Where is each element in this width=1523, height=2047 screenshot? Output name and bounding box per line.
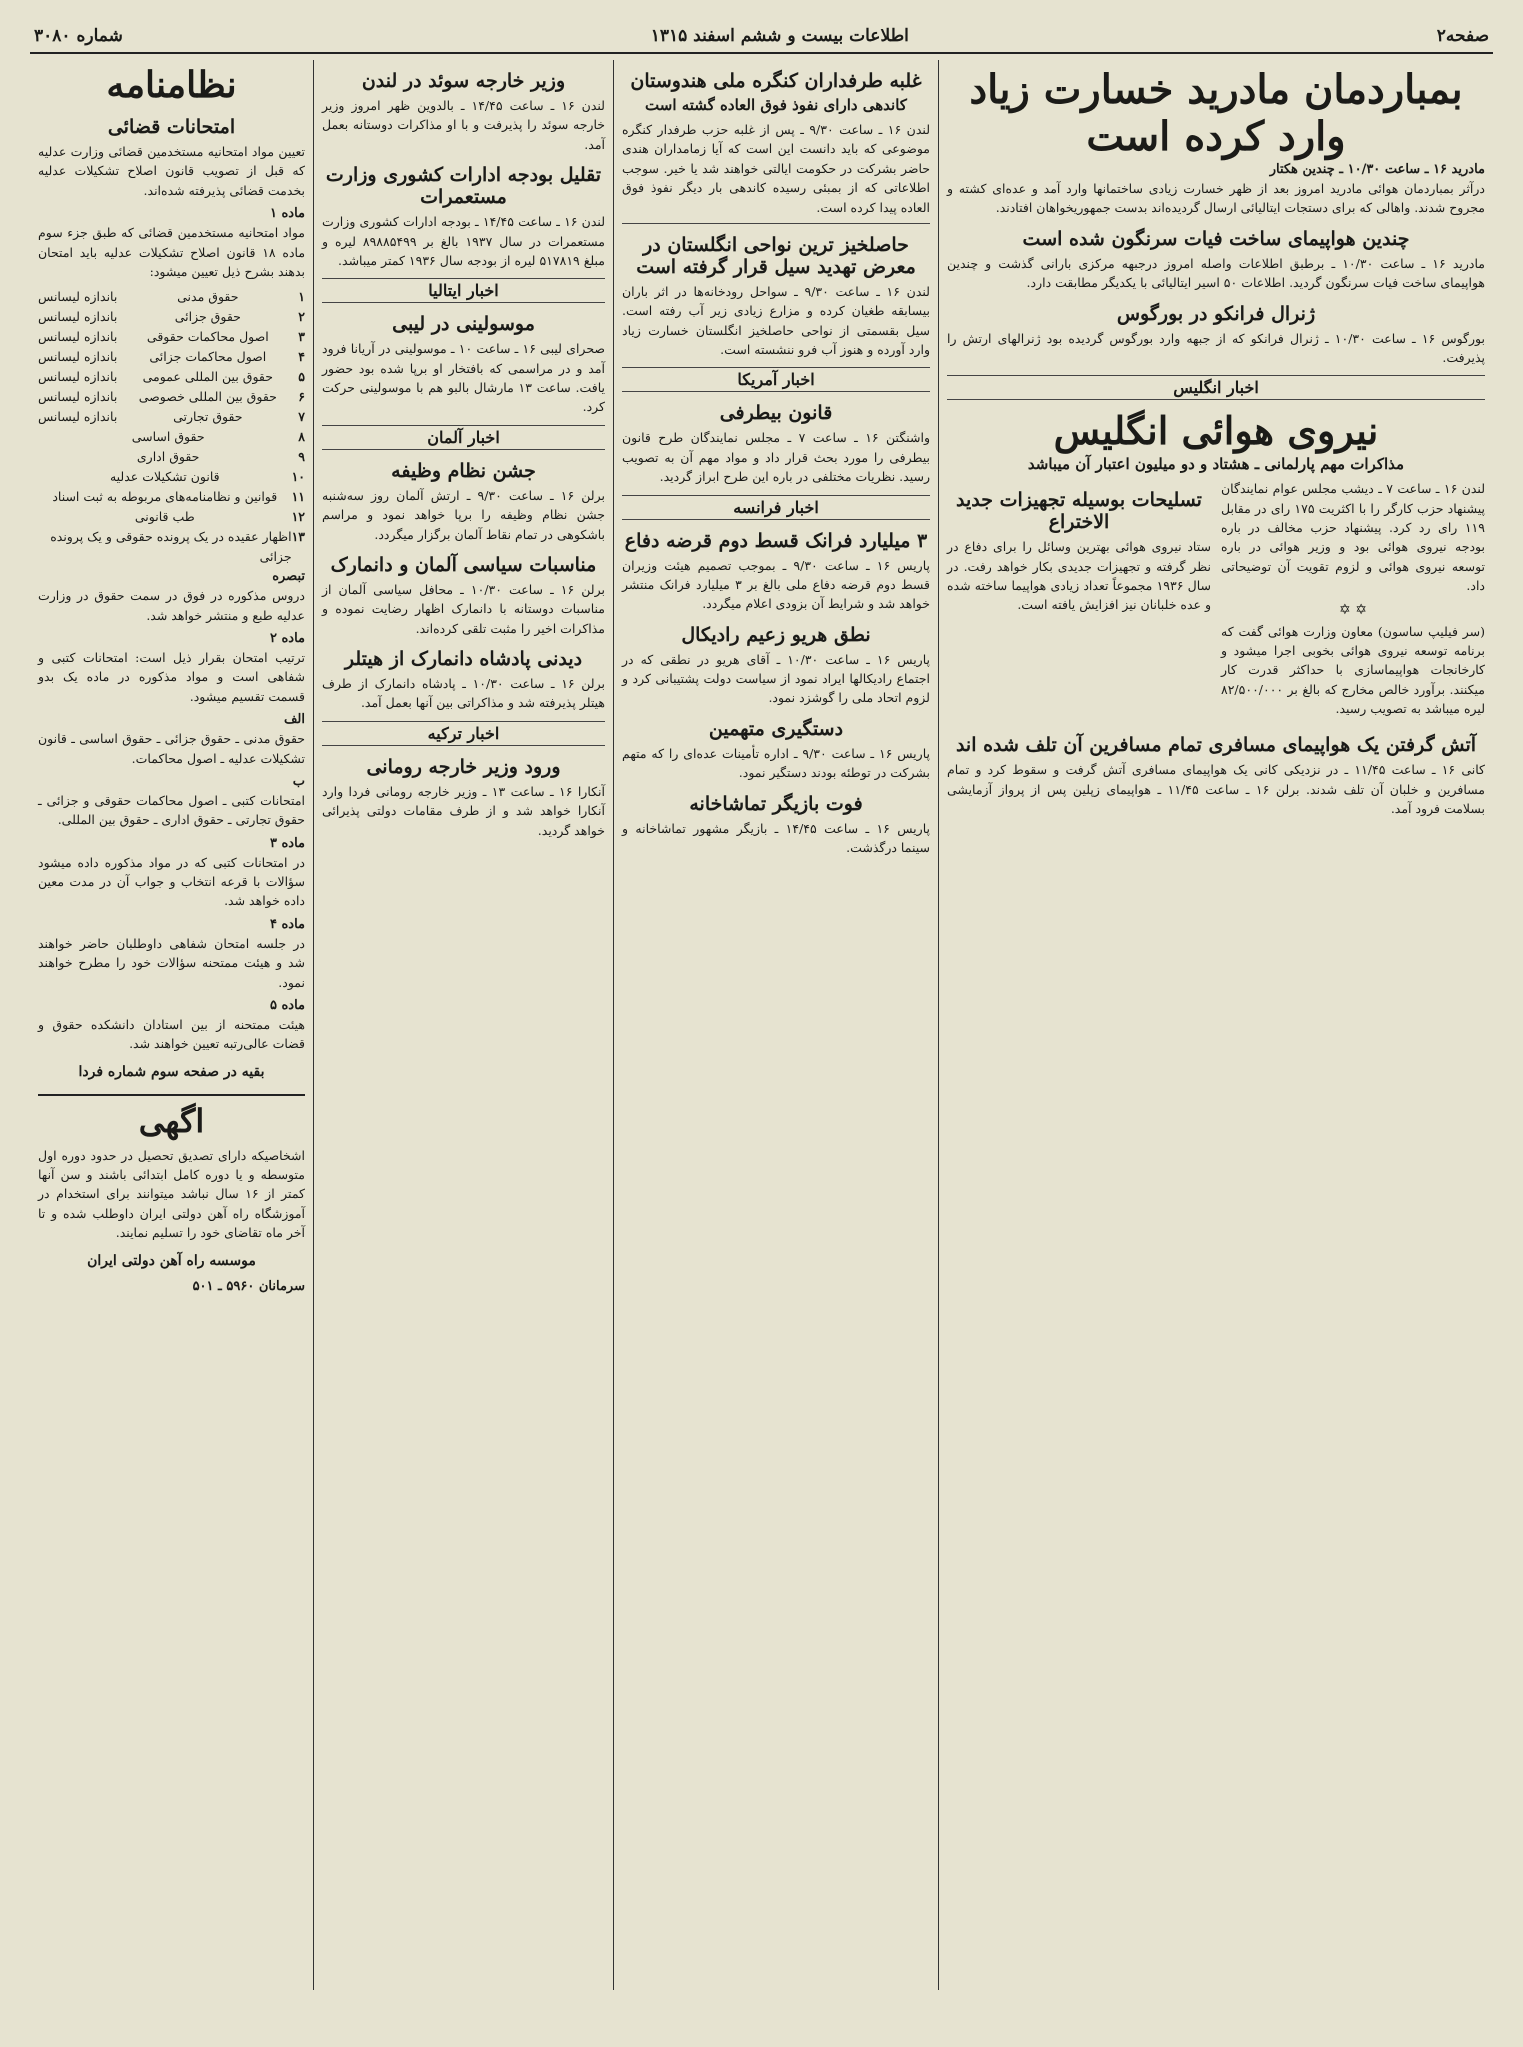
article-text: درآثر بمباردمان هوائی مادرید امروز بعد از ظهر خسارت زیادی ساختمانها وارد آمد و عده‌ای کشته و مجروح شدند. واهالی که برای دستجات ایتالیائی ارسال گردیده‌اند بدست جمهوریخواهان افتادند. — [947, 181, 1485, 216]
newspaper-page — [30, 22, 1493, 2022]
article-text: در امتحانات کتبی که در مواد مذکوره داده میشود سؤالات با قرعه انتخاب و جواب آن در مدت معین داده خواهد شد. — [38, 854, 305, 909]
note-text: دروس مذکوره در فوق در سمت حقوق در وزارت عدلیه طبع و منتشر خواهد شد. — [38, 588, 305, 623]
article-text: پاریس ۱۶ ـ ساعت ۹/۳۰ ـ بموجب تصمیم هیئت وزیران قسط دوم قرضه دفاع ملی بالغ بر ۳ میلیارد فرانک منتشر خواهد شد و شرایط آن بزودی اعلام میگردد. — [622, 557, 930, 612]
list-item: ۱۳ اظهار عقیده در یک پرونده حقوقی و یک پرونده جزائی — [50, 529, 305, 565]
subheadline: کاندهی دارای نفوذ فوق العاده گشته است — [645, 96, 907, 114]
headline: جشن نظام وظیفه — [391, 459, 536, 482]
article-text: در جلسه امتحان شفاهی داوطلبان حاضر خواهند شد و هیئت ممتحنه سؤالات خود را مطرح خواهند نمود. — [38, 935, 305, 990]
dateline: مادرید ۱۶ ـ ساعت ۱۰/۳۰ ـ چندین هکتار — [1269, 162, 1485, 177]
article-text: لندن ۱۶ ـ ساعت ۱۴/۴۵ ـ بودجه ادارات کشوری وزارت مستعمرات در سال ۱۹۳۷ بالغ بر ۸۹۸۸۵۴۹۹ لیره و مبلغ ۵۱۷۸۱۹ لیره از بودجه سال ۱۹۳۶ کمتر میباشد. — [322, 214, 606, 268]
headline: تقلیل بودجه ادارات کشوری وزارت مستعمرات — [325, 164, 602, 209]
article-title: ماده ۱ — [269, 206, 305, 222]
headline: آتش گرفتن یک هواپیمای مسافری تمام مسافرین آن تلف شده اند — [955, 734, 1477, 757]
article-text: (سر فیلیپ ساسون) معاون وزارت هوائی گفت که برنامه توسعه نیروی هوائی بخوبی اجرا میشود و کارخانجات هواپیماسازی با حداکثر قدرت کار میکنند. برآورد خالص مخارج که بالغ بر ۸۲/۵۰۰/۰۰۰ لیره میباشد به تصویب رسید. — [1221, 623, 1485, 716]
article-text: تعیین مواد امتحانیه مستخدمین قضائی وزارت عدلیه که قبل از تصویب قانون اصلاح تشکیلات عدلیه بخدمت قضائی پذیرفته شده‌اند. — [38, 144, 305, 198]
column-regulations-ad — [30, 60, 313, 1990]
part-title: ب — [292, 773, 305, 789]
headline: حاصلخیز ترین نواحی انگلستان در معرض تهدید سیل قرار گرفته است — [636, 233, 916, 278]
article-text: برلن ۱۶ ـ ساعت ۱۰/۳۰ ـ محافل سیاسی آلمان از مناسبات دوستانه با دانمارک اظهار رضایت نموده و مذاکرات اخیر را مثبت تلقی کرده‌اند. — [322, 581, 605, 636]
star-separator: ✡ ✡ — [1339, 601, 1367, 618]
column-india-england-america-france — [613, 60, 938, 1990]
article-text: لندن ۱۶ ـ ساعت ۹/۳۰ ـ سواحل رودخانه‌ها در اثر باران بیسابقه طغیان کرده و مزارع زیادی زیر آب رفته است. سیل بقسمتی از نواحی حاصلخیز انگلستان خسارت زیاد وارد آورده و هنوز آب فرو ننشسته است. — [622, 283, 930, 357]
column-spain-england — [938, 60, 1493, 1990]
headline: ژنرال فرانکو در بورگوس — [1116, 302, 1316, 325]
list-item: ۷ حقوق تجارتی باندازه لیسانس — [38, 409, 305, 425]
list-item: ۵ حقوق بین المللی عمومی باندازه لیسانس — [38, 369, 305, 385]
article-title: ماده ۳ — [269, 835, 305, 851]
ad-title: اگهی — [38, 1094, 305, 1140]
article-text: کانی ۱۶ ـ ساعت ۱۱/۴۵ ـ در نزدیکی کانی یک هواپیمای مسافری آتش گرفت و سقوط کرد و تمام مسافرین و خلبان آن تلف شدند. برلن ۱۶ ـ ساعت ۱۱/۴۵ ـ هواپیمای زپلین پس از پرواز آزمایشی بسلامت فرود آمد. — [947, 762, 1485, 817]
list-item: ۱ حقوق مدنی باندازه لیسانس — [38, 289, 305, 305]
article-text: مواد امتحانیه مستخدمین قضائی که طبق جزء سوم ماده ۱۸ قانون اصلاح تشکیلات عدلیه باید امتحان بدهند بشرح ذیل تعیین میشود: — [38, 225, 306, 279]
headline: امتحانات قضائی — [107, 116, 236, 138]
continued-note: بقیه در صفحه سوم شماره فردا — [78, 1063, 265, 1080]
part-title: الف — [283, 712, 305, 728]
headline: دستگیری متهمین — [708, 717, 844, 740]
article-text: مادرید ۱۶ ـ ساعت ۱۰/۳۰ ـ برطبق اطلاعات واصله امروز درجبهه مرکزی بارانی گذشت و چندین هواپیمای ساخت فیات سرنگون گردید. اطلاعات ۵۰ اسیر ایتالیائی با یکدیگر مطابقت دارد. — [947, 255, 1485, 291]
columns — [30, 60, 1493, 1990]
article-body — [947, 479, 1485, 724]
section-title: اخبار ترکیه — [322, 721, 605, 746]
article-title: ماده ۵ — [269, 997, 305, 1013]
list-item: ۶ حقوق بین المللی خصوصی باندازه لیسانس — [38, 389, 305, 405]
list-item: ۱۱ قوانین و نظامنامه‌های مربوطه به ثبت اسناد — [52, 489, 305, 505]
article-title: ماده ۴ — [269, 916, 305, 932]
article-title: ماده ۲ — [269, 631, 305, 646]
issue-number: شماره ۳۰۸۰ — [34, 26, 123, 46]
subheadline: مذاکرات مهم پارلمانی ـ هشتاد و دو میلیون اعتبار آن میباشد — [1027, 455, 1405, 474]
headline: مناسبات سیاسی آلمان و دانمارک — [330, 553, 597, 576]
article-text: لندن ۱۶ ـ ساعت ۹/۳۰ ـ پس از غلبه حزب طرفدار کنگره موضوعی که باید دانست این است که آیا زمامداران هندی حاضر بشرکت در حکومت ایالتی خواهند شد یا خیر. سوجب اطلاعاتی که از بمبئی رسیده کاندهی بار دیگر نفوذ فوق العاده پیدا کرده است. — [622, 122, 931, 215]
article-text: بورگوس ۱۶ ـ ساعت ۱۰/۳۰ ـ ژنرال فرانکو که از جبهه وارد بورگوس گردیده بود ژنرالهای ارتش را پذیرفت. — [947, 330, 1485, 365]
divider — [622, 223, 930, 224]
main-headline: بمباردمان مادرید خسارت زیاد وارد کرده است — [969, 66, 1463, 160]
article-text: ترتیب امتحان بقرار ذیل است: امتحانات کتبی و شفاهی است و مواد مذکوره در ماده یک بدو قسمت تقسیم میشود. — [38, 650, 305, 704]
article-text: صحرای لیبی ۱۶ ـ ساعت ۱۰ ـ موسولینی در آریانا فرود آمد و در مراسمی که بافتخار او برپا شده بود حضور یافت. ساعت ۱۳ مارشال بالبو هم با موسولینی حرکت کرد. — [322, 341, 606, 415]
headline: دیدنی پادشاه دانمارک از هیتلر — [344, 648, 583, 670]
article-text: ستاد نیروی هوائی بهترین وسائل را برای دفاع در نظر گرفته و تجهیزات جدیدی بکار خواهد رفت. در سال ۱۹۳۶ مجموعاً تعداد زیادی هواپیما ساخته شده و عده خلبانان نیز افزایش یافته است. — [947, 539, 1212, 613]
headline: نیروی هوائی انگلیس — [1053, 408, 1379, 454]
regulation-title: نظامنامه — [106, 64, 237, 106]
article-text: واشنگتن ۱۶ ـ ساعت ۷ ـ مجلس نمایندگان طرح قانون بیطرفی را مورد بحث قرار داد و مواد مهم آن به تصویب رسید. نظریات مختلفی در باره این طرح ابراز گردید. — [622, 430, 930, 485]
masthead — [30, 22, 1493, 54]
page-label: صفحه۲ — [1436, 26, 1489, 46]
list-item: ۱۲ طب قانونی — [134, 509, 305, 525]
headline: موسولینی در لیبی — [392, 313, 535, 336]
section-title: اخبار ایتالیا — [322, 278, 605, 303]
headline: فوت بازیگر تماشاخانه — [689, 792, 863, 815]
article-text: برلن ۱۶ ـ ساعت ۱۰/۳۰ ـ پادشاه دانمارک از طرف هیتلر پذیرفته شد و مذاکراتی بین آنها بعمل آمد. — [322, 676, 605, 711]
headline: ۳ میلیارد فرانک قسط دوم قرضه دفاع — [624, 529, 928, 552]
article-text: لندن ۱۶ ـ ساعت ۷ ـ دیشب مجلس عوام نمایندگان پیشنهاد حزب کارگر را با اکثریت ۱۷۵ رای در مقابل ۱۱۹ رای رد کرد. پیشنهاد حزب مخالف در باره بودجه نیروی هوائی بود و وزیر هوائی در باره توسعه نیروی هوائی و لزوم تقویت آن توضیحاتی داد. — [1221, 481, 1486, 594]
ad-text: اشخاصیکه دارای تصدیق تحصیل در حدود دوره اول متوسطه و یا دوره کامل ابتدائی باشند و سن آنها کمتر از ۱۶ سال نباشد میتوانند برای استخدام در آموزشگاه راه آهن دولتی ایران داوطلب شده و تا آخر ماه تقاضای خود را تسلیم نمایند. — [38, 1147, 306, 1241]
article-text: پاریس ۱۶ ـ ساعت ۹/۳۰ ـ اداره تأمینات عده‌ای را که متهم بشرکت در توطئه بودند دستگیر نمود. — [622, 745, 930, 781]
section-title: اخبار انگلیس — [947, 375, 1485, 400]
list-item: ۱۰ قانون تشکیلات عدلیه — [109, 469, 305, 485]
part-text: امتحانات کتبی ـ اصول محاکمات حقوقی و جزائی ـ حقوق تجارتی ـ حقوق اداری ـ حقوق بین المللی. — [38, 792, 305, 828]
headline: ورود وزیر خارجه رومانی — [366, 755, 561, 778]
article-text: پاریس ۱۶ ـ ساعت ۱۰/۳۰ ـ آقای هریو در نطقی که در اجتماع رادیکالها ایراد نمود از سیاست دولت پشتیبانی کرد و لزوم اتحاد ملی را گوشزد نمود. — [622, 651, 930, 706]
list-item: ۹ حقوق اداری — [136, 449, 305, 465]
headline: غلبه طرفداران کنگره ملی هندوستان — [630, 70, 922, 92]
headline: چندین هواپیمای ساخت فیات سرنگون شده است — [1022, 227, 1410, 250]
section-title: اخبار آمریکا — [622, 367, 930, 392]
list-item: ۲ حقوق جزائی باندازه لیسانس — [38, 309, 305, 325]
ad-signature: موسسه راه آهن دولتی ایران — [87, 1252, 256, 1269]
part-text: حقوق مدنی ـ حقوق جزائی ـ حقوق اساسی ـ قانون تشکیلات عدلیه ـ اصول محاکمات. — [38, 731, 305, 766]
article-text: آنکارا ۱۶ ـ ساعت ۱۳ ـ وزیر خارجه رومانی فردا وارد آنکارا خواهد شد و از طرف مقامات دولتی پذیرائی خواهد گردید. — [322, 783, 605, 838]
ad-ref: سرمانان ۵۹۶۰ ـ ۵۰۱ — [192, 1278, 305, 1294]
date-line: اطلاعات بیست و ششم اسفند ۱۳۱۵ — [650, 26, 909, 46]
headline: تسلیحات بوسیله تجهیزات جدید الاختراع — [956, 489, 1202, 534]
article-text: هیئت ممتحنه از بین استادان دانشکده حقوق و قضات عالی‌رتبه تعیین خواهند شد. — [38, 1016, 305, 1052]
note-title: تبصره — [272, 569, 305, 585]
list-item: ۸ حقوق اساسی — [131, 429, 305, 445]
article-text: لندن ۱۶ ـ ساعت ۱۴/۴۵ ـ بالدوین ظهر امروز وزیر خارجه سوئد را پذیرفت و با او مذاکرات دوستانه بعمل آمد. — [322, 98, 605, 152]
section-title: اخبار فرانسه — [622, 495, 930, 520]
article-text: پاریس ۱۶ ـ ساعت ۱۴/۴۵ ـ بازیگر مشهور تماشاخانه و سینما درگذشت. — [622, 820, 930, 855]
headline: قانون بیطرفی — [719, 402, 833, 425]
section-title: اخبار آلمان — [322, 425, 605, 450]
list-item: ۴ اصول محاکمات جزائی باندازه لیسانس — [38, 349, 305, 365]
headline: نطق هریو زعیم رادیکال — [681, 623, 871, 646]
headline: وزیر خارجه سوئد در لندن — [361, 70, 566, 92]
article-text: برلن ۱۶ ـ ساعت ۹/۳۰ ـ ارتش آلمان روز سه‌شنبه جشن نظام وظیفه را برپا خواهد نمود و مراسم باشکوهی در تمام نقاط آلمان برگزار میگردد. — [322, 487, 605, 542]
list-item: ۳ اصول محاکمات حقوقی باندازه لیسانس — [38, 329, 305, 345]
subject-list — [38, 287, 305, 567]
column-sweden-italy-germany-turkey — [313, 60, 613, 1990]
